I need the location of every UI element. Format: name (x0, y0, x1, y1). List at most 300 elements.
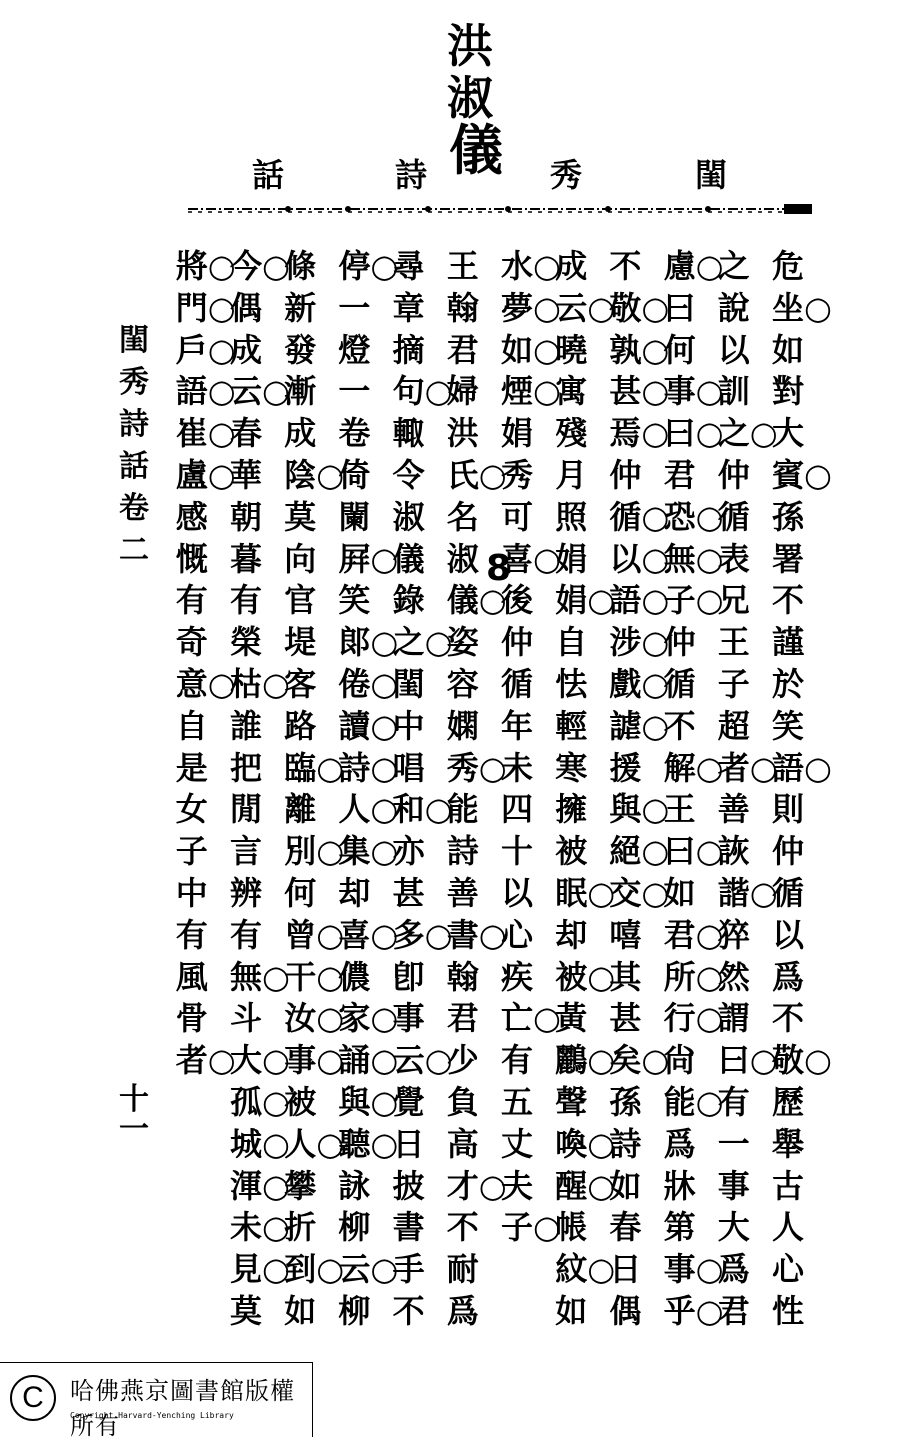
text-char: 娟 (555, 539, 588, 578)
text-char: 子 (175, 832, 208, 871)
header-char: 話 (252, 156, 285, 194)
text-char: 春 (230, 414, 263, 453)
text-char: 未 (501, 748, 534, 787)
text-char: 詠 (338, 1166, 371, 1205)
text-char: 一 (338, 288, 371, 327)
text-char: 心 (501, 915, 534, 954)
text-char: 語○ (175, 372, 236, 411)
text-char: 與○ (609, 790, 670, 829)
text-char: 歷 (772, 1082, 805, 1121)
text-char: 無○ (663, 539, 724, 578)
text-char: 以 (772, 915, 805, 954)
text-char: 謔○ (609, 706, 670, 745)
text-char: 於 (772, 664, 805, 703)
text-char: 戲○ (609, 664, 670, 703)
text-column (284, 246, 345, 1333)
text-char: 曰 (663, 288, 696, 327)
side-title-char: 話 (119, 449, 149, 484)
text-char: 人 (772, 1208, 805, 1247)
text-char: 年 (501, 706, 534, 745)
text-char: 眠○ (555, 873, 616, 912)
text-char: 王 (717, 623, 750, 662)
text-char: 如 (284, 1291, 317, 1330)
text-char: 五 (501, 1082, 534, 1121)
text-char: 絕○ (609, 832, 670, 871)
header-char: 秀 (550, 156, 583, 194)
text-char: 發 (284, 330, 317, 369)
text-char: 曉 (555, 330, 588, 369)
text-char: 署 (772, 539, 805, 578)
text-char: 有 (230, 581, 263, 620)
text-char: 有 (230, 915, 263, 954)
text-char: 辨 (230, 873, 263, 912)
text-column (175, 246, 236, 1333)
text-char: 語○ (772, 748, 832, 787)
text-column (392, 246, 453, 1333)
text-char: 後 (501, 581, 534, 620)
text-char: 中 (175, 873, 208, 912)
copyright-stamp (0, 1362, 313, 1440)
text-char: 云○ (392, 1041, 453, 1080)
page-number-char: 一 (119, 1112, 149, 1147)
text-char: 之 (717, 247, 750, 285)
text-char: 子○ (501, 1208, 561, 1247)
text-char: 郞○ (338, 623, 399, 662)
text-char: 洪 (446, 414, 479, 453)
text-char: 事 (392, 999, 425, 1038)
page-mark: 8 (486, 548, 512, 589)
text-char: 子○ (663, 581, 724, 620)
text-char: 焉○ (609, 414, 670, 453)
text-char: 婦 (446, 372, 479, 411)
text-char: 爲 (717, 1250, 750, 1289)
text-char: 折 (284, 1208, 317, 1247)
text-char: 曰○ (663, 414, 724, 453)
text-char: 新 (284, 288, 317, 327)
text-char: 聲 (555, 1082, 588, 1121)
text-char: 輙 (392, 414, 425, 453)
text-char: 君 (446, 330, 479, 369)
text-char: 路 (284, 706, 317, 745)
text-char: 牀 (663, 1166, 696, 1205)
text-char: 交○ (609, 873, 670, 912)
text-char: 之○ (717, 414, 778, 453)
text-char: 戶○ (175, 330, 236, 369)
text-char: 離 (284, 790, 317, 829)
text-char: 有 (717, 1082, 750, 1121)
text-char: 黃 (555, 999, 588, 1038)
text-char: 照 (555, 497, 588, 536)
text-char: 喚○ (555, 1124, 616, 1163)
text-char: 唱 (392, 748, 425, 787)
text-char: 少 (446, 1041, 479, 1080)
text-char: 猝 (717, 915, 750, 954)
text-char: 書○ (446, 915, 507, 954)
text-char: 善 (717, 790, 750, 829)
text-char: 娟○ (555, 581, 616, 620)
text-char: 喜○ (501, 539, 561, 578)
text-char: 能 (446, 790, 479, 829)
text-char: 渾○ (230, 1166, 290, 1205)
text-char: 孫 (609, 1082, 642, 1121)
text-char: 陰○ (284, 455, 345, 494)
text-char: 一 (338, 372, 371, 411)
text-char: 未○ (230, 1208, 290, 1247)
text-char: 擁 (555, 790, 588, 829)
text-char: 集○ (338, 832, 399, 871)
side-title (112, 320, 156, 572)
text-char: 夫 (501, 1166, 534, 1205)
text-char: 謂 (717, 999, 750, 1038)
page-number (112, 1082, 156, 1147)
text-char: 被○ (555, 957, 616, 996)
text-char: 披 (392, 1166, 425, 1205)
text-char: 詼 (717, 832, 750, 871)
text-char: 有 (501, 1041, 534, 1080)
text-char: 慮○ (663, 247, 724, 285)
text-char: 君 (446, 999, 479, 1038)
text-char: 仲 (501, 623, 534, 662)
text-char: 爲 (446, 1291, 479, 1330)
text-char: 攀 (284, 1166, 317, 1205)
decorative-rule (188, 198, 812, 220)
text-char: 甚 (609, 999, 642, 1038)
text-char: 屛○ (338, 539, 399, 578)
text-char: 君○ (663, 915, 724, 954)
text-char: 云○ (338, 1250, 399, 1289)
text-char: 以 (717, 330, 750, 369)
text-char: 孰○ (609, 330, 670, 369)
text-char: 子 (717, 664, 750, 703)
text-column (663, 246, 724, 1333)
text-char: 月 (555, 455, 588, 494)
text-char: 覺 (392, 1082, 425, 1121)
text-char: 盧○ (175, 455, 236, 494)
text-char: 卽 (392, 957, 425, 996)
text-char: 十 (501, 832, 534, 871)
text-char: 書 (392, 1208, 425, 1247)
text-char: 成 (555, 247, 588, 285)
text-char: 四 (501, 790, 534, 829)
text-char: 莫 (284, 497, 317, 536)
text-char: 兄 (717, 581, 750, 620)
copyright-icon (10, 1375, 56, 1421)
text-char: 家○ (338, 999, 399, 1038)
text-char: 有 (175, 581, 208, 620)
text-char: 醒○ (555, 1166, 616, 1205)
text-char: 爲 (772, 957, 805, 996)
text-column (230, 246, 290, 1333)
text-char: 才○ (446, 1166, 507, 1205)
text-char: 笑 (338, 581, 371, 620)
text-char: 訓 (717, 372, 750, 411)
text-char: 詩 (446, 832, 479, 871)
text-char: 見○ (230, 1250, 290, 1289)
text-char: 曾○ (284, 915, 345, 954)
text-char: 嘻 (609, 915, 642, 954)
text-char: 名 (446, 497, 479, 536)
text-char: 曰○ (663, 832, 724, 871)
text-char: 鸝○ (555, 1041, 616, 1080)
side-title-char: 閨 (119, 323, 149, 358)
text-char: 心 (772, 1250, 805, 1289)
text-char: 然 (717, 957, 750, 996)
text-char: 自 (555, 623, 588, 662)
text-char: 曰○ (717, 1041, 778, 1080)
text-char: 卷 (338, 414, 371, 453)
text-char: 丈 (501, 1124, 534, 1163)
text-char: 寓 (555, 372, 588, 411)
text-char: 解○ (663, 748, 724, 787)
text-char: 循 (501, 664, 534, 703)
text-char: 甚○ (609, 372, 670, 411)
text-char: 多○ (392, 915, 453, 954)
text-char: 嫻 (446, 706, 479, 745)
text-char: 華 (230, 455, 263, 494)
text-char: 古 (772, 1166, 805, 1205)
header-title (190, 150, 810, 200)
text-char: 摘 (392, 330, 425, 369)
text-char: 容 (446, 664, 479, 703)
copyright-english: Copyright Harvard-Yenching Library (70, 1411, 234, 1420)
text-char: 中 (392, 706, 425, 745)
text-char: 涉○ (609, 623, 670, 662)
text-column (717, 246, 778, 1333)
text-char: 官 (284, 581, 317, 620)
text-char: 讀○ (338, 706, 399, 745)
text-char: 却 (338, 873, 371, 912)
text-char: 被 (284, 1082, 317, 1121)
text-char: 王 (663, 790, 696, 829)
text-char: 錄 (392, 581, 425, 620)
text-char: 何 (284, 873, 317, 912)
text-char: 與○ (338, 1082, 399, 1121)
text-char: 今○ (230, 247, 290, 285)
text-char: 援 (609, 748, 642, 787)
text-char: 漸 (284, 372, 317, 411)
text-char: 循 (717, 497, 750, 536)
text-char: 諧○ (717, 873, 778, 912)
text-column (555, 246, 616, 1333)
text-char: 善 (446, 873, 479, 912)
text-char: 榮 (230, 623, 263, 662)
text-char: 笑 (772, 706, 805, 745)
text-char: 事○ (663, 372, 724, 411)
text-char: 翰 (446, 288, 479, 327)
text-char: 被 (555, 832, 588, 871)
text-char: 耐 (446, 1250, 479, 1289)
text-char: 以○ (609, 539, 670, 578)
text-char: 不 (772, 999, 805, 1038)
text-column (501, 246, 561, 1333)
text-char: 所○ (663, 957, 724, 996)
text-char: 表 (717, 539, 750, 578)
text-char: 秀○ (446, 748, 507, 787)
text-char: 成 (284, 414, 317, 453)
copyright-symbol: C (22, 1381, 44, 1414)
text-char: 闌 (338, 497, 371, 536)
text-char: 翰 (446, 957, 479, 996)
text-char: 語○ (609, 581, 670, 620)
text-char: 仲 (609, 455, 642, 494)
text-char: 不 (663, 706, 696, 745)
text-char: 風 (175, 957, 208, 996)
text-char: 章 (392, 288, 425, 327)
side-title-char: 秀 (119, 365, 149, 400)
text-char: 無○ (230, 957, 290, 996)
text-char: 謹 (772, 623, 805, 662)
text-char: 事○ (284, 1041, 345, 1080)
text-char: 能○ (663, 1082, 724, 1121)
text-char: 別○ (284, 832, 345, 871)
text-char: 仲 (717, 455, 750, 494)
side-title-char: 卷 (119, 491, 149, 526)
text-char: 臨○ (284, 748, 345, 787)
text-char: 云○ (555, 288, 616, 327)
text-char: 儀○ (446, 581, 507, 620)
text-char: 君 (663, 455, 696, 494)
text-char: 疾 (501, 957, 534, 996)
copyright-chinese: 哈佛燕京圖書館版權所有 (70, 1377, 295, 1440)
text-char: 甚 (392, 873, 425, 912)
text-char: 手 (392, 1250, 425, 1289)
text-char: 意○ (175, 664, 236, 703)
text-char: 仲 (663, 623, 696, 662)
text-char: 亡○ (501, 999, 561, 1038)
text-char: 負 (446, 1082, 479, 1121)
text-char: 者○ (175, 1041, 236, 1080)
text-char: 事○ (663, 1250, 724, 1289)
text-char: 句○ (392, 372, 453, 411)
text-column (338, 246, 399, 1333)
text-char: 日 (609, 1250, 642, 1289)
signature-char: 儀 (449, 118, 503, 182)
text-char: 何 (663, 330, 696, 369)
text-char: 干○ (284, 957, 345, 996)
text-char: 高 (446, 1124, 479, 1163)
text-char: 對 (772, 372, 805, 411)
text-char: 不 (392, 1291, 425, 1330)
text-char: 君 (717, 1291, 750, 1330)
text-char: 柳 (338, 1208, 371, 1247)
signature-char: 洪 (447, 19, 493, 73)
text-char: 女 (175, 790, 208, 829)
text-char: 堤 (284, 623, 317, 662)
text-char: 煙○ (501, 372, 561, 411)
text-char: 尙 (663, 1041, 696, 1080)
text-char: 閨 (392, 664, 425, 703)
text-char: 舉 (772, 1124, 805, 1163)
text-char: 喜○ (338, 915, 399, 954)
text-char: 孫 (772, 497, 805, 536)
text-char: 言 (230, 832, 263, 871)
text-column (772, 246, 832, 1333)
text-char: 如○ (501, 330, 561, 369)
side-title-char: 二 (119, 533, 149, 568)
text-char: 條 (284, 247, 317, 285)
text-char: 燈 (338, 330, 371, 369)
text-char: 殘 (555, 414, 588, 453)
text-char: 不 (772, 581, 805, 620)
text-char: 崔○ (175, 414, 236, 453)
text-char: 仲 (772, 832, 805, 871)
text-char: 水○ (501, 247, 561, 285)
text-char: 令 (392, 455, 425, 494)
text-char: 淑 (392, 497, 425, 536)
text-char: 秀 (501, 455, 534, 494)
text-char: 大 (717, 1208, 750, 1247)
text-char: 暮 (230, 539, 263, 578)
text-char: 不 (609, 247, 642, 285)
text-column (609, 246, 670, 1333)
side-title-char: 詩 (119, 407, 149, 442)
text-char: 奇 (175, 623, 208, 662)
text-char: 敬○ (772, 1041, 832, 1080)
header-char: 閨 (695, 156, 728, 194)
text-char: 姿 (446, 623, 479, 662)
text-char: 其 (609, 957, 642, 996)
text-char: 汝○ (284, 999, 345, 1038)
text-char: 恐○ (663, 497, 724, 536)
text-char: 性 (772, 1291, 805, 1330)
text-char: 大 (772, 414, 805, 453)
header-char: 詩 (395, 156, 428, 194)
text-char: 超 (717, 706, 750, 745)
text-char: 以 (501, 873, 534, 912)
text-char: 如 (772, 330, 805, 369)
text-char: 則 (772, 790, 805, 829)
text-char: 大○ (230, 1041, 290, 1080)
text-char: 詩 (609, 1124, 642, 1163)
text-char: 柳 (338, 1291, 371, 1330)
text-char: 之○ (392, 623, 453, 662)
text-char: 是 (175, 748, 208, 787)
text-char: 夢○ (501, 288, 561, 327)
text-char: 紋○ (555, 1250, 616, 1289)
text-char: 成 (230, 330, 263, 369)
text-char: 誰 (230, 706, 263, 745)
text-char: 却 (555, 915, 588, 954)
text-char: 偶 (609, 1291, 642, 1330)
text-char: 日 (392, 1124, 425, 1163)
text-char: 到○ (284, 1250, 345, 1289)
text-char: 儀 (392, 539, 425, 578)
signature-char: 淑 (447, 71, 493, 125)
page-number-char: 十 (119, 1082, 149, 1117)
text-char: 骨 (175, 999, 208, 1038)
text-char: 誦○ (338, 1041, 399, 1080)
text-char: 循○ (609, 497, 670, 536)
text-char: 斗 (230, 999, 263, 1038)
text-char: 和○ (392, 790, 453, 829)
text-char: 行○ (663, 999, 724, 1038)
text-char: 朝 (230, 497, 263, 536)
text-char: 倦○ (338, 664, 399, 703)
text-char: 偶 (230, 288, 263, 327)
text-char: 人○ (284, 1124, 345, 1163)
text-char: 坐○ (772, 288, 832, 327)
text-char: 如 (555, 1291, 588, 1330)
text-char: 城○ (230, 1124, 290, 1163)
text-char: 矣○ (609, 1041, 670, 1080)
text-char: 一 (717, 1124, 750, 1163)
text-char: 爲 (663, 1124, 696, 1163)
text-char: 循 (663, 664, 696, 703)
text-char: 門○ (175, 288, 236, 327)
text-char: 淑 (446, 539, 479, 578)
text-char: 莫 (230, 1291, 263, 1330)
text-char: 感 (175, 497, 208, 536)
